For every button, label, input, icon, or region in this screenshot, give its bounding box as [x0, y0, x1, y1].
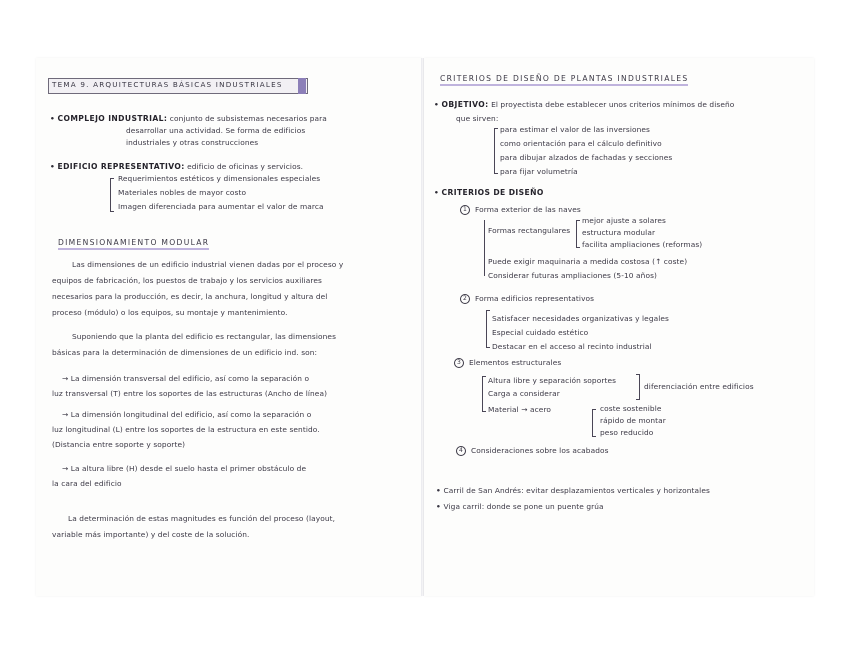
material-item: peso reducido [600, 428, 654, 437]
complejo-label: COMPLEJO INDUSTRIAL: [57, 114, 168, 123]
rect-brace [576, 220, 580, 248]
criterion-1-line2: Puede exigir maquinaria a medida costosa (↑ coste) [488, 257, 688, 266]
criterion-4-title [456, 446, 609, 456]
arrow2-line: luz longitudinal (L) entre los soportes de la estructura en este sentido. [52, 425, 320, 434]
criterion-4-title-text: Consideraciones sobre los acabados [471, 446, 609, 455]
criterion-1-line3: Considerar futuras ampliaciones (5-10 años) [488, 271, 657, 280]
objetivo-label: OBJETIVO: [441, 100, 489, 109]
arrow2-line: → La dimensión longitudinal del edificio, así como la separación o [62, 410, 312, 419]
objetivo-text1: El proyectista debe establecer unos criterios mínimos de diseño [491, 100, 735, 109]
complejo-text2: desarrollar una actividad. Se forma de edificios [126, 126, 306, 135]
criterion-1-bracket [484, 220, 485, 276]
criterion-3-title [454, 358, 561, 368]
rect-item: estructura modular [582, 228, 656, 237]
bullet-item-text: Viga carril: donde se pone un puente grúa [443, 502, 604, 511]
criterion-3-brace [482, 376, 486, 412]
arrow3-line: la cara del edificio [52, 479, 122, 488]
material-brace [592, 409, 596, 437]
rect-item: facilita ampliaciones (reformas) [582, 240, 703, 249]
dimensionamiento-title [58, 238, 209, 247]
para1-line: Las dimensiones de un edificio industrial vienen dadas por el proceso y [72, 260, 344, 269]
para1-line: equipos de fabricación, los puestos de trabajo y los servicios auxiliares [52, 276, 322, 285]
number-1-circle: 1 [460, 205, 470, 215]
objetivo-text2: que sirven: [456, 114, 499, 123]
arrow1-line: luz transversal (T) entre los soportes de las estructuras (Ancho de línea) [52, 389, 328, 398]
criterios-page-title [440, 74, 688, 83]
complejo-line1: • COMPLEJO INDUSTRIAL: conjunto de subsistemas necesarios para [50, 114, 327, 123]
criterios-diseno-label: CRITERIOS DE DISEÑO [441, 188, 544, 197]
criterion-3-item: Carga a considerar [488, 389, 560, 398]
objetivo-item: para dibujar alzados de fachadas y secciones [500, 153, 673, 162]
rect-label: Formas rectangulares [488, 226, 571, 235]
complejo-text3: industriales y otras construcciones [126, 138, 259, 147]
criterion-1-title-text: Forma exterior de las naves [475, 205, 581, 214]
number-2-circle: 2 [460, 294, 470, 304]
criterion-2-item: Destacar en el acceso al recinto industrial [492, 342, 652, 351]
notebook-page-right [424, 58, 814, 596]
arrow1-line: → La dimensión transversal del edificio, así como la separación o [62, 374, 310, 383]
criterios-diseno-line: • CRITERIOS DE DISEÑO [434, 188, 544, 197]
criterion-3-title-text: Elementos estructurales [469, 358, 562, 367]
notebook-page-left [36, 58, 422, 596]
edificio-line: • EDIFICIO REPRESENTATIVO: edificio de oficinas y servicios. [50, 162, 304, 171]
material-item: rápido de montar [600, 416, 666, 425]
number-4-circle: 4 [456, 446, 466, 456]
criterion-2-brace [486, 310, 490, 348]
objetivo-line: • OBJETIVO: El proyectista debe establecer unos criterios mínimos de diseño [434, 100, 735, 109]
criterion-2-title-text: Forma edificios representativos [475, 294, 595, 303]
objetivo-item: para estimar el valor de las inversiones [500, 125, 650, 134]
criterion-1-title [460, 205, 581, 215]
para3-line: La determinación de estas magnitudes es función del proceso (layout, [68, 514, 336, 523]
para3-line: variable más importante) y del coste de la solución. [52, 530, 250, 539]
criterion-2-title [460, 294, 594, 304]
criterion-3-item: Altura libre y separación soportes [488, 376, 617, 385]
title-highlight-mark [298, 78, 306, 94]
criterion-3-right-brace [636, 374, 640, 400]
bullet-item-text: Carril de San Andrés: evitar desplazamientos verticales y horizontales [443, 486, 710, 495]
edificio-item: Materiales nobles de mayor costo [118, 188, 247, 197]
edificio-text: edificio de oficinas y servicios. [187, 162, 304, 171]
edificio-label: EDIFICIO REPRESENTATIVO: [57, 162, 185, 171]
edificio-brace [110, 178, 114, 212]
criterion-3-brace-note: diferenciación entre edificios [644, 382, 754, 391]
para2-line: básicas para la determinación de dimensiones de un edificio ind. son: [52, 348, 318, 357]
arrow2-line: (Distancia entre soporte y soporte) [52, 440, 186, 449]
criterion-2-item: Especial cuidado estético [492, 328, 589, 337]
para2-line: Suponiendo que la planta del edificio es rectangular, las dimensiones [72, 332, 337, 341]
rect-item: mejor ajuste a solares [582, 216, 666, 225]
bullet-item: • Viga carril: donde se pone un puente grúa [436, 502, 604, 511]
edificio-item: Imagen diferenciada para aumentar el valor de marca [118, 202, 324, 211]
para1-line: proceso (módulo) o los equipos, su montaje y mantenimiento. [52, 308, 288, 317]
page-title: TEMA 9. ARQUITECTURAS BÁSICAS INDUSTRIALES [52, 80, 283, 89]
number-3-circle: 3 [454, 358, 464, 368]
para1-line: necesarios para la producción, es decir, la anchura, longitud y altura del [52, 292, 328, 301]
criterion-2-item: Satisfacer necesidades organizativas y legales [492, 314, 669, 323]
objetivo-brace [494, 128, 498, 174]
dimensionamiento-title-text: DIMENSIONAMIENTO MODULAR [58, 238, 209, 250]
edificio-item: Requerimientos estéticos y dimensionales especiales [118, 174, 321, 183]
complejo-text1: conjunto de subsistemas necesarios para [169, 114, 327, 123]
objetivo-item: como orientación para el cálculo definitivo [500, 139, 662, 148]
criterios-page-title-text: CRITERIOS DE DISEÑO DE PLANTAS INDUSTRIALES [440, 74, 688, 86]
material-item: coste sostenible [600, 404, 662, 413]
objetivo-item: para fijar volumetría [500, 167, 578, 176]
material-label: Material → acero [488, 405, 552, 414]
arrow3-line: → La altura libre (H) desde el suelo hasta el primer obstáculo de [62, 464, 307, 473]
bullet-item: • Carril de San Andrés: evitar desplazamientos verticales y horizontales [436, 486, 710, 495]
